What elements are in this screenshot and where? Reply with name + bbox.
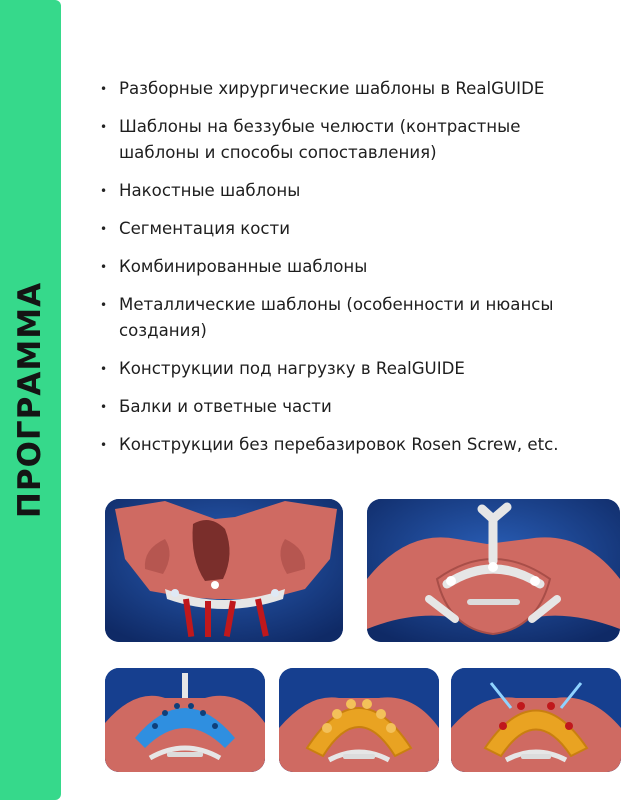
topic-item-4: • Сегментация кости: [100, 216, 600, 242]
blue-guide-image: [105, 668, 265, 772]
render-blue-guide: [105, 668, 265, 772]
topic-item-8: • Балки и ответные части: [100, 394, 600, 420]
gold-guide-image: [279, 668, 439, 772]
render-palate-guide: [367, 499, 620, 642]
topic-item-3: • Накостные шаблоны: [100, 178, 600, 204]
program-heading: ПРОГРАММА: [12, 281, 48, 519]
render-gold-guide: [279, 668, 439, 772]
topic-item-9: • Конструкции без перебазировок Rosen Screw, etc.: [100, 432, 600, 458]
gold-guide-pins-image: [451, 668, 621, 772]
program-topic-list: [100, 76, 600, 470]
topic-item-1: • Разборные хирургические шаблоны в RealGUIDE: [100, 76, 600, 102]
render-skull-implants: [105, 499, 343, 642]
palate-guide-image: [367, 499, 620, 642]
topic-item-2: • Шаблоны на беззубые челюсти (контрастные шаблоны и способы сопоставления): [100, 114, 600, 166]
skull-implants-image: [105, 499, 343, 642]
render-gold-guide-pins: [451, 668, 621, 772]
topic-item-5: • Комбинированные шаблоны: [100, 254, 600, 280]
topic-item-7: • Конструкции под нагрузку в RealGUIDE: [100, 356, 600, 382]
side-accent-band: [0, 0, 61, 800]
topic-item-6: • Металлические шаблоны (особенности и нюансы создания): [100, 292, 600, 344]
